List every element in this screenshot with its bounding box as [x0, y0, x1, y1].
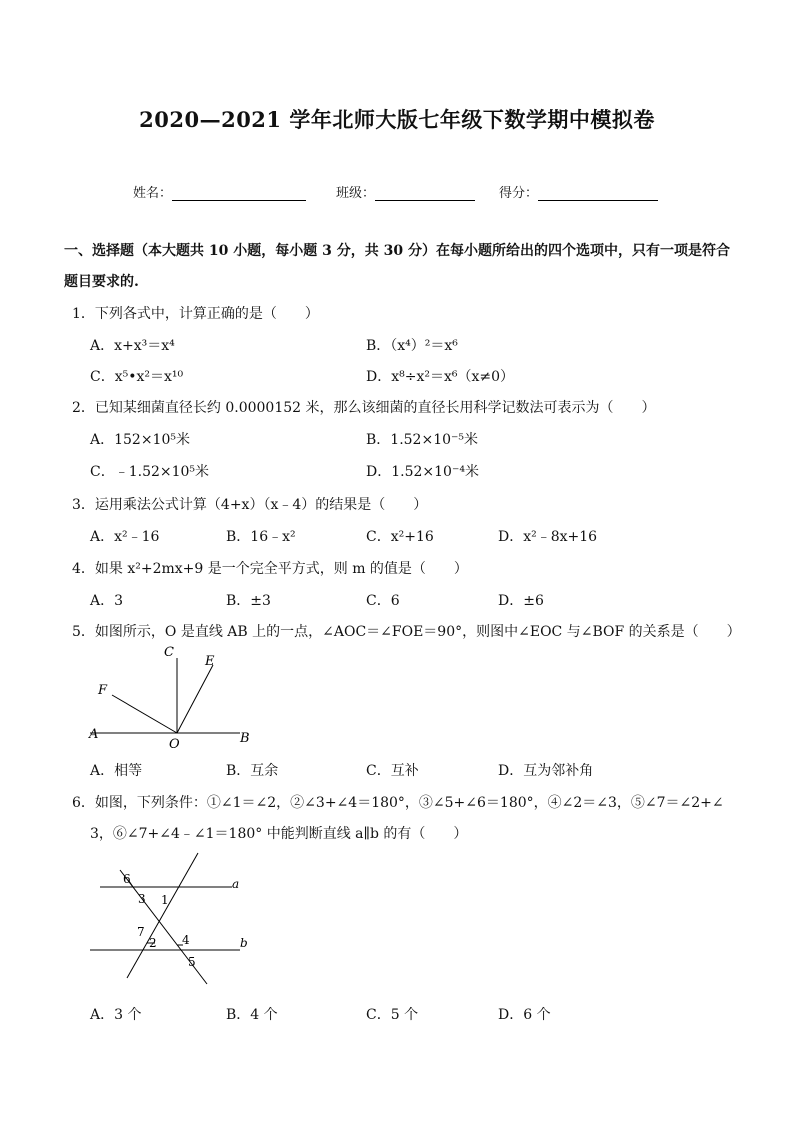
name-field	[133, 182, 306, 201]
q6-option-c[interactable]: C．5 个	[366, 1007, 419, 1023]
q5-option-d[interactable]: D．互为邻补角	[498, 763, 594, 779]
class-blank[interactable]	[375, 186, 475, 201]
q4-option-a[interactable]: A．3	[90, 593, 124, 609]
q6-option-b[interactable]: B．4 个	[226, 1007, 278, 1023]
q5-option-c[interactable]: C．互补	[366, 763, 419, 779]
question-2-stem: 2．已知某细菌直径长约 0.0000152 米，那么该细菌的直径长用科学记数法可表示为（ ）	[72, 400, 656, 416]
page-title: 2020—2021 学年北师大版七年级下数学期中模拟卷	[139, 107, 655, 132]
q2-option-c[interactable]: C．﹣1.52×10⁵米	[90, 464, 210, 480]
label-4: 4	[182, 933, 190, 947]
label-5: 5	[188, 955, 196, 969]
label-3: 3	[138, 892, 146, 906]
q1-option-a[interactable]: A．x+x³＝x⁴	[90, 338, 175, 354]
q6-option-d[interactable]: D．6 个	[498, 1007, 551, 1023]
q6-option-a[interactable]: A．3 个	[90, 1007, 142, 1023]
name-label: 姓名：	[133, 186, 173, 201]
ray-oe	[177, 665, 213, 733]
score-blank[interactable]	[538, 186, 658, 201]
q5-option-a[interactable]: A．相等	[90, 763, 143, 779]
q2-option-b[interactable]: B．1.52×10⁻⁵米	[366, 432, 479, 448]
q3-option-b[interactable]: B．16﹣x²	[226, 529, 296, 545]
question-6-stem-line2: 3，⑥∠7+∠4﹣∠1＝180° 中能判断直线 a∥b 的有（ ）	[90, 826, 468, 842]
class-label: 班级：	[336, 186, 376, 201]
q2-option-d[interactable]: D．1.52×10⁻⁴米	[366, 464, 479, 480]
label-c: C	[164, 645, 174, 660]
label-b: B	[240, 731, 250, 746]
name-blank[interactable]	[172, 186, 306, 201]
q1-option-b[interactable]: B．（x⁴）²＝x⁶	[366, 338, 458, 354]
q5-figure	[80, 640, 270, 755]
label-b-line: b	[240, 936, 248, 950]
section-instruction-line2: 题目要求的.	[64, 274, 139, 290]
label-1: 1	[161, 893, 169, 907]
label-a-line: a	[232, 877, 240, 891]
q4-option-b[interactable]: B．±3	[226, 593, 271, 609]
label-6: 6	[123, 872, 131, 886]
question-6-stem-line1: 6．如图，下列条件：①∠1＝∠2，②∠3+∠4＝180°，③∠5+∠6＝180°，④∠2＝∠3，⑤∠7＝∠2+∠	[72, 795, 724, 811]
q3-option-d[interactable]: D．x²﹣8x+16	[498, 529, 598, 545]
question-3-stem: 3．运用乘法公式计算（4+x）（x﹣4）的结果是（ ）	[72, 497, 428, 513]
label-o: O	[169, 737, 180, 752]
q5-option-b[interactable]: B．互余	[226, 763, 279, 779]
q6-figure	[85, 850, 265, 990]
question-4-stem: 4．如果 x²+2mx+9 是一个完全平方式，则 m 的值是（ ）	[72, 561, 468, 577]
label-a: A	[89, 727, 99, 742]
label-2: 2	[149, 936, 157, 950]
question-5-stem: 5．如图所示，O 是直线 AB 上的一点，∠AOC＝∠FOE＝90°，则图中∠EOC 与∠BOF 的关系是（ ）	[72, 624, 741, 640]
q3-option-a[interactable]: A．x²﹣16	[90, 529, 160, 545]
q1-option-c[interactable]: C．x⁵•x²＝x¹⁰	[90, 369, 184, 385]
q4-option-c[interactable]: C．6	[366, 593, 400, 609]
label-e: E	[205, 654, 215, 669]
score-field	[499, 182, 658, 201]
label-7: 7	[137, 925, 145, 939]
q1-option-d[interactable]: D．x⁸÷x²＝x⁶（x≠0）	[366, 369, 515, 385]
class-field	[336, 182, 475, 201]
question-1-stem: 1．下列各式中，计算正确的是（ ）	[72, 306, 319, 322]
section-instruction-line1: 一、选择题（本大题共 10 小题，每小题 3 分，共 30 分）在每小题所给出的四个选项中，只有一项是符合	[64, 243, 730, 259]
q2-option-a[interactable]: A．152×10⁵米	[90, 432, 190, 448]
q3-option-c[interactable]: C．x²+16	[366, 529, 434, 545]
q4-option-d[interactable]: D．±6	[498, 593, 544, 609]
score-label: 得分：	[499, 186, 539, 201]
ray-of	[112, 695, 177, 733]
label-f: F	[98, 683, 108, 698]
